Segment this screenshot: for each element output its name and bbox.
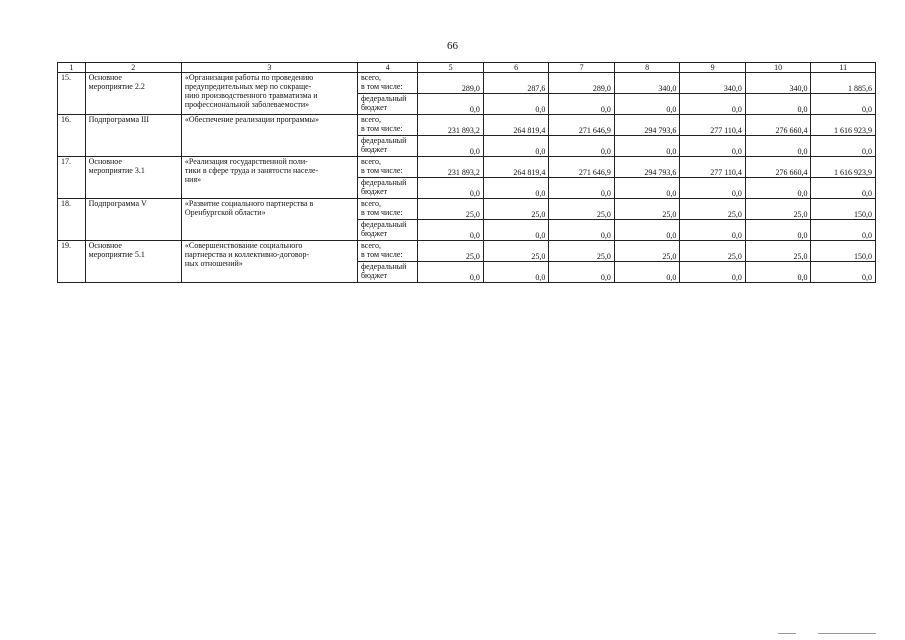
funding-source-label: федеральный бюджет [357, 94, 417, 115]
funding-source-label: всего, в том числе: [357, 157, 417, 178]
row-description: «Обеспечение реализации программы» [181, 115, 357, 157]
table-row [58, 115, 876, 136]
header-cell: 1 [58, 63, 86, 73]
value-cell: 1 616 923,9 [811, 115, 876, 136]
row-index: 18. [58, 199, 86, 241]
value-cell: 25,0 [418, 199, 484, 220]
value-cell: 150,0 [811, 199, 876, 220]
header-cell: 2 [85, 63, 181, 73]
value-cell: 25,0 [745, 241, 811, 262]
value-cell: 0,0 [680, 136, 746, 157]
value-cell: 0,0 [483, 178, 549, 199]
funding-source-label: всего, в том числе: [357, 241, 417, 262]
funding-source-label: федеральный бюджет [357, 178, 417, 199]
value-cell: 276 660,4 [745, 157, 811, 178]
value-cell: 0,0 [614, 178, 680, 199]
value-cell: 231 893,2 [418, 157, 484, 178]
value-cell: 0,0 [418, 136, 484, 157]
value-cell: 0,0 [418, 262, 484, 283]
row-description: «Совершенствование социального партнерства и коллективно-договор- ных отношений» [181, 241, 357, 283]
value-cell: 25,0 [483, 241, 549, 262]
value-cell: 0,0 [811, 94, 876, 115]
row-index: 16. [58, 115, 86, 157]
funding-source-label: федеральный бюджет [357, 220, 417, 241]
value-cell: 271 646,9 [549, 115, 615, 136]
value-cell: 0,0 [680, 178, 746, 199]
value-cell: 25,0 [680, 199, 746, 220]
value-cell: 0,0 [483, 220, 549, 241]
value-cell: 340,0 [680, 73, 746, 94]
header-cell: 6 [483, 63, 549, 73]
header-cell: 9 [680, 63, 746, 73]
value-cell: 0,0 [745, 262, 811, 283]
value-cell: 0,0 [614, 94, 680, 115]
value-cell: 0,0 [418, 94, 484, 115]
value-cell: 0,0 [745, 94, 811, 115]
value-cell: 287,6 [483, 73, 549, 94]
value-cell: 1 616 923,9 [811, 157, 876, 178]
value-cell: 340,0 [614, 73, 680, 94]
value-cell: 0,0 [680, 262, 746, 283]
header-cell: 4 [357, 63, 417, 73]
value-cell: 0,0 [549, 178, 615, 199]
value-cell: 25,0 [549, 241, 615, 262]
value-cell: 0,0 [483, 136, 549, 157]
value-cell: 294 793,6 [614, 157, 680, 178]
value-cell: 25,0 [745, 199, 811, 220]
row-name: Подпрограмма III [85, 115, 181, 157]
value-cell: 0,0 [745, 178, 811, 199]
header-cell: 8 [614, 63, 680, 73]
value-cell: 0,0 [549, 136, 615, 157]
value-cell: 25,0 [614, 241, 680, 262]
row-description: «Реализация государственной поли- тики в сфере труда и занятости населе- ния» [181, 157, 357, 199]
value-cell: 0,0 [811, 136, 876, 157]
value-cell: 150,0 [811, 241, 876, 262]
value-cell: 276 660,4 [745, 115, 811, 136]
value-cell: 0,0 [680, 220, 746, 241]
value-cell: 264 819,4 [483, 157, 549, 178]
value-cell: 340,0 [745, 73, 811, 94]
header-cell: 10 [745, 63, 811, 73]
value-cell: 0,0 [811, 178, 876, 199]
header-cell: 3 [181, 63, 357, 73]
value-cell: 25,0 [680, 241, 746, 262]
value-cell: 0,0 [549, 262, 615, 283]
value-cell: 0,0 [614, 262, 680, 283]
value-cell: 1 885,6 [811, 73, 876, 94]
row-description: «Развитие социального партнерства в Оренбургской области» [181, 199, 357, 241]
row-name: Основное мероприятие 3.1 [85, 157, 181, 199]
value-cell: 0,0 [418, 178, 484, 199]
header-cell: 11 [811, 63, 876, 73]
row-index: 19. [58, 241, 86, 283]
funding-source-label: всего, в том числе: [357, 115, 417, 136]
value-cell: 0,0 [483, 262, 549, 283]
value-cell: 231 893,2 [418, 115, 484, 136]
header-cell: 7 [549, 63, 615, 73]
value-cell: 25,0 [483, 199, 549, 220]
value-cell: 289,0 [549, 73, 615, 94]
value-cell: 25,0 [549, 199, 615, 220]
row-index: 15. [58, 73, 86, 115]
value-cell: 0,0 [483, 94, 549, 115]
value-cell: 0,0 [614, 220, 680, 241]
value-cell: 25,0 [614, 199, 680, 220]
value-cell: 294 793,6 [614, 115, 680, 136]
table-row [58, 73, 876, 94]
table-body [58, 63, 876, 283]
funding-source-label: всего, в том числе: [357, 199, 417, 220]
value-cell: 0,0 [418, 220, 484, 241]
value-cell: 0,0 [549, 94, 615, 115]
value-cell: 0,0 [811, 220, 876, 241]
page-number: 66 [447, 40, 458, 52]
value-cell: 264 819,4 [483, 115, 549, 136]
value-cell: 0,0 [745, 136, 811, 157]
header-cell: 5 [418, 63, 484, 73]
value-cell: 25,0 [418, 241, 484, 262]
row-name: Подпрограмма V [85, 199, 181, 241]
scan-marks [778, 633, 878, 635]
budget-table [57, 62, 876, 283]
value-cell: 0,0 [614, 136, 680, 157]
value-cell: 271 646,9 [549, 157, 615, 178]
table-row [58, 241, 876, 262]
value-cell: 277 110,4 [680, 157, 746, 178]
value-cell: 0,0 [745, 220, 811, 241]
table-row [58, 157, 876, 178]
value-cell: 277 110,4 [680, 115, 746, 136]
row-index: 17. [58, 157, 86, 199]
value-cell: 0,0 [680, 94, 746, 115]
header-row [58, 63, 876, 73]
value-cell: 0,0 [549, 220, 615, 241]
row-description: «Организация работы по проведению предупредительных мер по сокраще- нию производственного травматизма и профессиональной заболеваемости» [181, 73, 357, 115]
value-cell: 0,0 [811, 262, 876, 283]
value-cell: 289,0 [418, 73, 484, 94]
table-row [58, 199, 876, 220]
row-name: Основное мероприятие 5.1 [85, 241, 181, 283]
funding-source-label: федеральный бюджет [357, 262, 417, 283]
funding-source-label: федеральный бюджет [357, 136, 417, 157]
funding-source-label: всего, в том числе: [357, 73, 417, 94]
row-name: Основное мероприятие 2.2 [85, 73, 181, 115]
